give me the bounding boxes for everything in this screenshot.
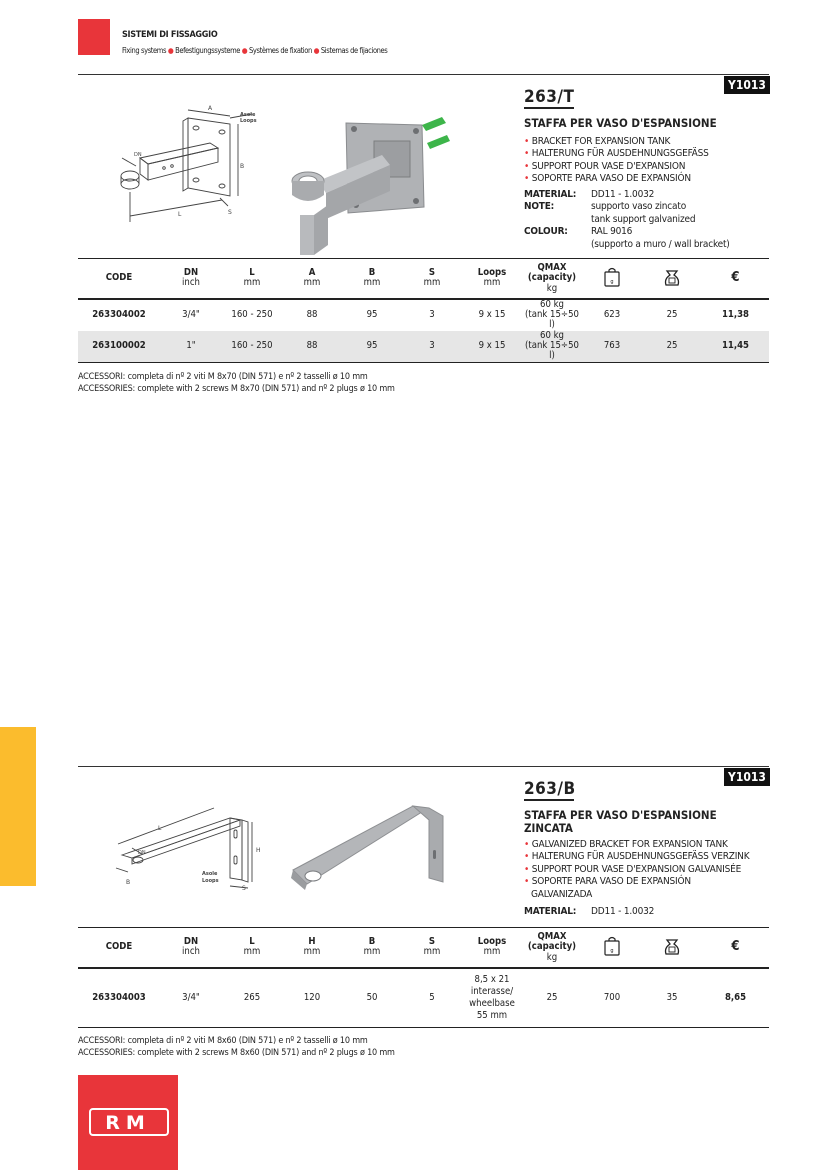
col-header-s: S mm [423,935,441,958]
table-row [78,299,769,331]
cell-qmax: 60 kg (tank 15÷50 l) [525,330,579,362]
product-code-tag: Y1013 [724,76,770,94]
product-translations: • BRACKET FOR EXPANSION TANK • HALTERUNG FÜR AUSDEHNUNGSGEFÄSS • SUPPORT POUR VASE D'EXPANSION • SOPORTE PARA VASO DE EXPANSIÓN [524,136,709,185]
col-header-dn: DN inch [182,935,200,958]
dimension-label-loops: Loops [202,878,219,884]
spec-material-label: MATERIAL: [524,189,577,200]
brand-red-square [78,19,110,55]
translation-es: SOPORTE PARA VASO DE EXPANSIÓN [531,173,691,185]
translation-de: HALTERUNG FÜR AUSDEHNUNGSGEFÄSS VERZINK [531,851,750,863]
col-header-pack [582,928,642,968]
dimension-label-dn: DN [134,152,142,158]
spec-material-value: DD11 - 1.0032 [591,906,655,917]
note-en: ACCESSORIES: complete with 2 screws M 8x60 (DIN 571) and nº 2 plugs ø 10 mm [78,1047,395,1058]
subtitle-fr: Systèmes de fixation [249,46,312,55]
product-translations: • GALVANIZED BRACKET FOR EXPANSION TANK • HALTERUNG FÜR AUSDEHNUNGSGEFÄSS VERZINK • SUPPORT POUR VASE D'EXPANSION GALVANISÉE • SOPORTE PARA VASO DE EXPANSIÓN GALVANIZADA [524,839,750,900]
translation-de: HALTERUNG FÜR AUSDEHNUNGSGEFÄSS [531,148,709,160]
cell-s: 3 [429,309,435,320]
col-header-b: B mm [363,935,381,958]
product-table-263T [78,258,769,363]
cell-dn: 3/4" [182,991,200,1003]
product-name-line: ZINCATA [524,821,573,835]
cell-pack: 763 [603,340,621,352]
accessories-note [78,372,395,395]
col-header-s: S mm [423,266,441,289]
col-header-box [642,259,702,299]
note-it: ACCESSORI: completa di nº 2 viti M 8x60 (DIN 571) e nº 2 tasselli ø 10 mm [78,1036,368,1046]
spec-colour-value: (supporto a muro / wall bracket) [591,238,730,250]
col-header-box [642,928,702,968]
bullet-icon: ● [241,46,248,55]
cell-pack: 623 [603,309,621,320]
dimension-label-asole: Asole [202,871,218,877]
dimension-label-l: L [158,825,162,832]
accessories-note [78,1036,395,1059]
cell-price: 8,65 [724,991,747,1003]
technical-drawing-263T [100,88,280,238]
subtitle-en: Fixing systems [122,46,167,55]
col-header-loops: Loops mm [477,266,507,289]
product-name-line: STAFFA PER VASO D'ESPANSIONE [524,808,717,822]
cell-code: 263304003 [92,991,146,1003]
dimension-label-h: H [256,847,261,854]
translation-fr: SUPPORT POUR VASE D'EXPANSION [531,160,686,172]
cell-a: 88 [306,340,318,352]
product-number: 263/T [524,87,575,107]
translation-fr: SUPPORT POUR VASE D'EXPANSION GALVANISÉE [531,863,742,875]
cell-pack: 700 [603,991,621,1003]
table-row [78,331,769,363]
sack-icon [663,936,681,956]
section-divider [78,766,769,767]
section-title: SISTEMI DI FISSAGGIO [122,30,218,40]
cell-loops: 8,5 x 21 interasse/ wheelbase 55 mm [469,973,515,1021]
product-specs [524,906,654,918]
col-header-pack [582,259,642,299]
table-row [78,968,769,1028]
package-icon [604,267,620,287]
bullet-icon: ● [313,46,320,55]
dimension-label-a: A [208,105,213,112]
col-header-h: H mm [303,935,321,958]
col-header-price: € [731,938,740,954]
cell-l: 160 - 250 [231,309,273,320]
col-header-qmax: QMAX (capacity) kg [527,930,577,963]
dimension-label-b: B [126,879,131,886]
product-table-263B [78,927,769,1028]
translation-es-cont: GALVANIZADA [531,888,593,900]
product-name [524,809,717,835]
cell-b: 50 [366,991,378,1003]
col-header-b: B mm [363,266,381,289]
col-header-a: A mm [303,266,321,289]
dimension-label-s: S [228,209,232,216]
dimension-label-l: L [178,211,182,218]
cell-a: 88 [306,309,318,320]
svg-text:g: g [610,947,614,954]
col-header-loops: Loops mm [477,935,507,958]
title-underline [524,107,574,109]
subtitle-de: Befestigungssysteme [175,46,241,55]
cell-l: 160 - 250 [231,340,273,352]
product-photo-263T [282,95,452,255]
dimension-label-dn: DN [138,850,146,856]
cell-loops: 9 x 15 [478,340,506,352]
col-header-dn: DN inch [182,266,200,289]
sack-icon [663,267,681,287]
col-header-l: L mm [243,935,261,958]
note-it: ACCESSORI: completa di nº 2 viti M 8x70 (DIN 571) e nº 2 tasselli ø 10 mm [78,372,368,382]
translation-es: SOPORTE PARA VASO DE EXPANSIÓN [531,876,691,888]
cell-s: 3 [429,340,435,352]
svg-text:g: g [610,278,614,285]
note-en: ACCESSORIES: complete with 2 screws M 8x70 (DIN 571) and nº 2 plugs ø 10 mm [78,383,395,394]
col-header-code: CODE [105,272,133,283]
product-photo-263B [285,800,450,895]
col-header-price: € [731,269,740,285]
title-underline [524,799,574,801]
cell-h: 120 [303,991,321,1003]
section-side-tab [0,727,36,886]
spec-note-label: NOTE: [524,201,555,213]
section-subtitle [122,46,387,55]
col-header-qmax: QMAX (capacity) kg [527,261,577,294]
cell-qmax: 25 [546,991,558,1003]
col-header-code: CODE [105,941,133,952]
bullet-icon: ● [167,46,174,55]
brand-logo [78,1075,178,1170]
spec-note-value: tank support galvanized [591,213,696,225]
package-icon [604,936,620,956]
table-header-row [78,928,769,968]
cell-b: 95 [366,340,378,352]
dimension-label-loops: Loops [240,118,257,124]
product-code-tag: Y1013 [724,768,770,786]
section-divider [78,74,769,75]
spec-material-label: MATERIAL: [524,906,577,917]
translation-en: BRACKET FOR EXPANSION TANK [531,136,671,147]
product-number: 263/B [524,779,576,799]
cell-s: 5 [429,991,435,1003]
cell-code: 263304002 [92,309,146,320]
translation-en: GALVANIZED BRACKET FOR EXPANSION TANK [531,839,728,850]
cell-dn: 3/4" [182,309,200,320]
dimension-label-b: B [240,163,245,170]
dimension-label-s: S [242,885,246,892]
cell-box: 35 [666,991,678,1003]
cell-dn: 1" [186,340,196,352]
spec-colour-label: COLOUR: [524,226,568,238]
spec-note-value: supporto vaso zincato [591,201,686,213]
cell-price: 11,45 [721,340,750,352]
subtitle-es: Sistemas de fijaciones [320,46,388,55]
technical-drawing-263B [102,800,277,895]
product-specs [524,189,730,251]
brand-logo-text: RM [105,1112,151,1134]
col-header-l: L mm [243,266,261,289]
cell-loops: 9 x 15 [478,309,506,320]
cell-code: 263100002 [92,340,146,352]
cell-l: 265 [243,991,261,1003]
cell-qmax: 60 kg (tank 15÷50 l) [525,299,579,330]
spec-material-value: DD11 - 1.0032 [591,189,655,200]
cell-price: 11,38 [721,309,750,320]
cell-box: 25 [666,340,678,352]
brand-logo-mark [78,1075,178,1170]
dimension-label-asole: Asole [240,112,256,118]
spec-colour-value: RAL 9016 [591,226,633,238]
cell-b: 95 [366,309,378,320]
cell-box: 25 [666,309,678,320]
table-header-row [78,259,769,299]
product-name: STAFFA PER VASO D'ESPANSIONE [524,116,717,130]
